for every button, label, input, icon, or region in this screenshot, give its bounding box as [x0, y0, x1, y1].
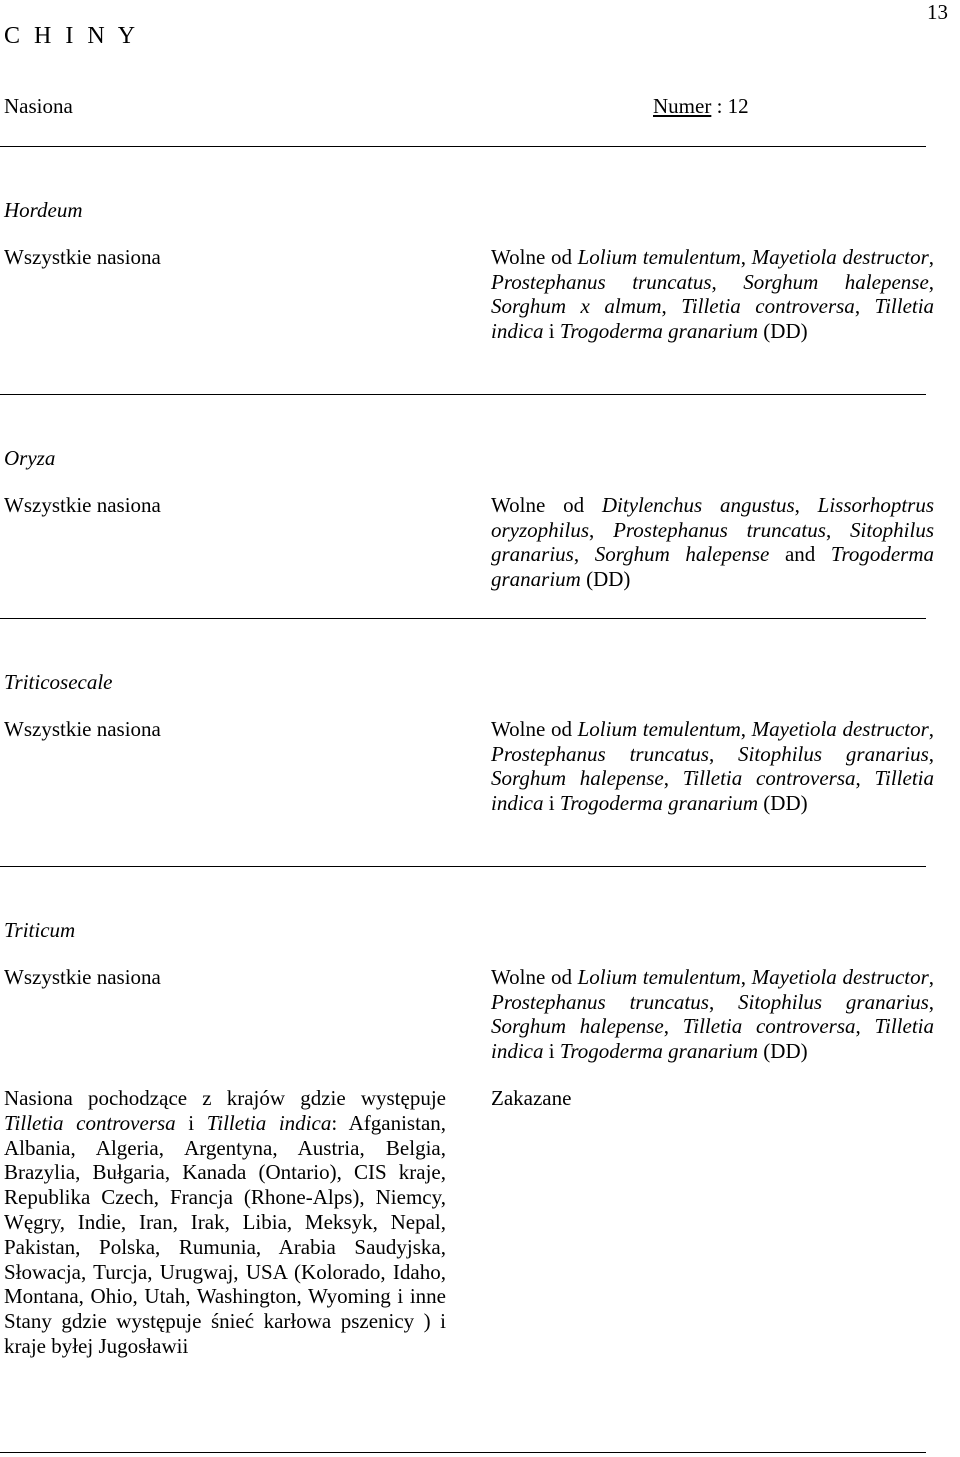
- condition-text: Wszystkie nasiona: [4, 244, 161, 269]
- requirement-text: Wolne od Lolium temulentum, Mayetiola destructor, Prostephanus truncatus, Sorghum halepense, Sorghum x almum, Tilletia controversa, Tilletia indica i Trogoderma granarium (DD): [491, 244, 935, 344]
- divider-rule: [0, 866, 926, 867]
- divider-rule: [0, 394, 926, 395]
- genus-name: Triticum: [4, 918, 76, 942]
- number-value: : 12: [711, 94, 749, 118]
- divider-rule: [0, 618, 926, 619]
- country-title: C H I N Y: [4, 23, 140, 49]
- condition-text: Nasiona pochodzące z krajów gdzie występuje Tilletia controversa i Tilletia indica: Afganistan, Albania, Algeria, Argentyna, Austria, Belgia, Brazylia, Bułgaria, Kanada (Ontario), CIS kraje, Republika Czech, Francja (Rhone-Alps), Niemcy, Węgry, Indie, Iran, Irak, Libia, Meksyk, Nepal, Pakistan, Polska, Rumunia, Arabia Saudyjska, Słowacja, Turcja, Urugwaj, USA (Kolorado, Idaho, Montana, Ohio, Utah, Washington, Wyoming i inne Stany gdzie występuje śnieć karłowa pszenicy ) i kraje byłej Jugosławii: [4, 1085, 447, 1358]
- section-oryza: [4, 446, 934, 592]
- genus-name: Hordeum: [4, 198, 83, 222]
- requirement-row: [4, 245, 934, 344]
- genus-name: Triticosecale: [4, 670, 113, 694]
- requirement-row: [4, 965, 934, 1064]
- section-hordeum: [4, 198, 934, 344]
- section-triticosecale: [4, 670, 934, 816]
- section-triticum: [4, 918, 935, 1358]
- requirement-row: [4, 1085, 934, 1358]
- requirement-text: Wolne od Lolium temulentum, Mayetiola destructor, Prostephanus truncatus, Sitophilus granarius, Sorghum halepense, Tilletia controversa, Tilletia indica i Trogoderma granarium (DD): [491, 716, 935, 816]
- requirement-row: [4, 717, 934, 816]
- requirement-text: Wolne od Lolium temulentum, Mayetiola destructor, Prostephanus truncatus, Sitophilus granarius, Sorghum halepense, Tilletia controversa, Tilletia indica i Trogoderma granarium (DD): [491, 964, 935, 1064]
- genus-name: Oryza: [4, 446, 56, 470]
- requirement-text: Wolne od Ditylenchus angustus, Lissorhoptrus oryzophilus, Prostephanus truncatus, Sitophilus granarius, Sorghum halepense and Trogoderma granarium (DD): [491, 492, 935, 592]
- divider-rule: [0, 146, 926, 147]
- number-label: [653, 94, 749, 119]
- condition-text: Wszystkie nasiona: [4, 716, 161, 741]
- condition-text: Wszystkie nasiona: [4, 964, 161, 989]
- divider-rule: [0, 1452, 926, 1453]
- requirement-text: Zakazane: [491, 1085, 572, 1110]
- category-label: Nasiona: [4, 94, 73, 118]
- number-label-text: Numer: [653, 94, 712, 118]
- page-number: 13: [927, 0, 948, 24]
- requirement-row: [4, 493, 934, 592]
- condition-text: Wszystkie nasiona: [4, 492, 161, 517]
